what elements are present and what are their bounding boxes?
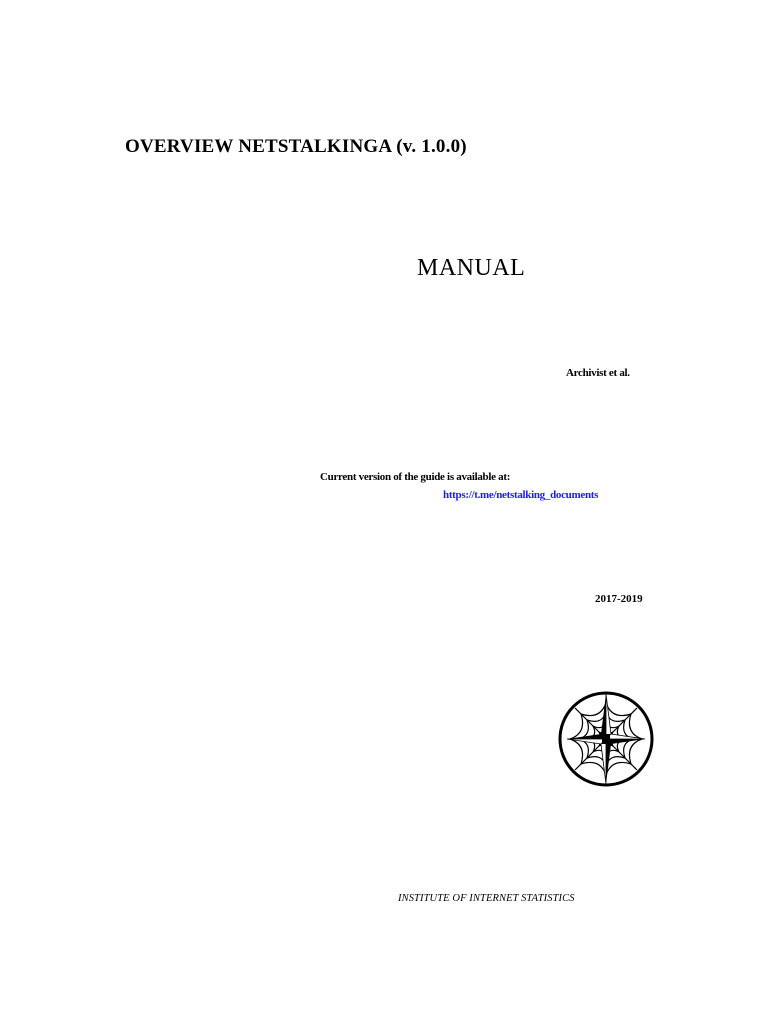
document-years: 2017-2019 (595, 593, 643, 605)
compass-web-emblem-icon (557, 690, 655, 788)
document-author: Archivist et al. (566, 367, 630, 379)
institute-name: INSTITUTE OF INTERNET STATISTICS (398, 893, 575, 904)
document-subtitle: MANUAL (417, 255, 526, 281)
availability-note: Current version of the guide is available at: (320, 471, 511, 483)
document-title: OVERVIEW NETSTALKINGA (v. 1.0.0) (125, 136, 467, 157)
guide-link[interactable]: https://t.me/netstalking_documents (443, 489, 599, 501)
